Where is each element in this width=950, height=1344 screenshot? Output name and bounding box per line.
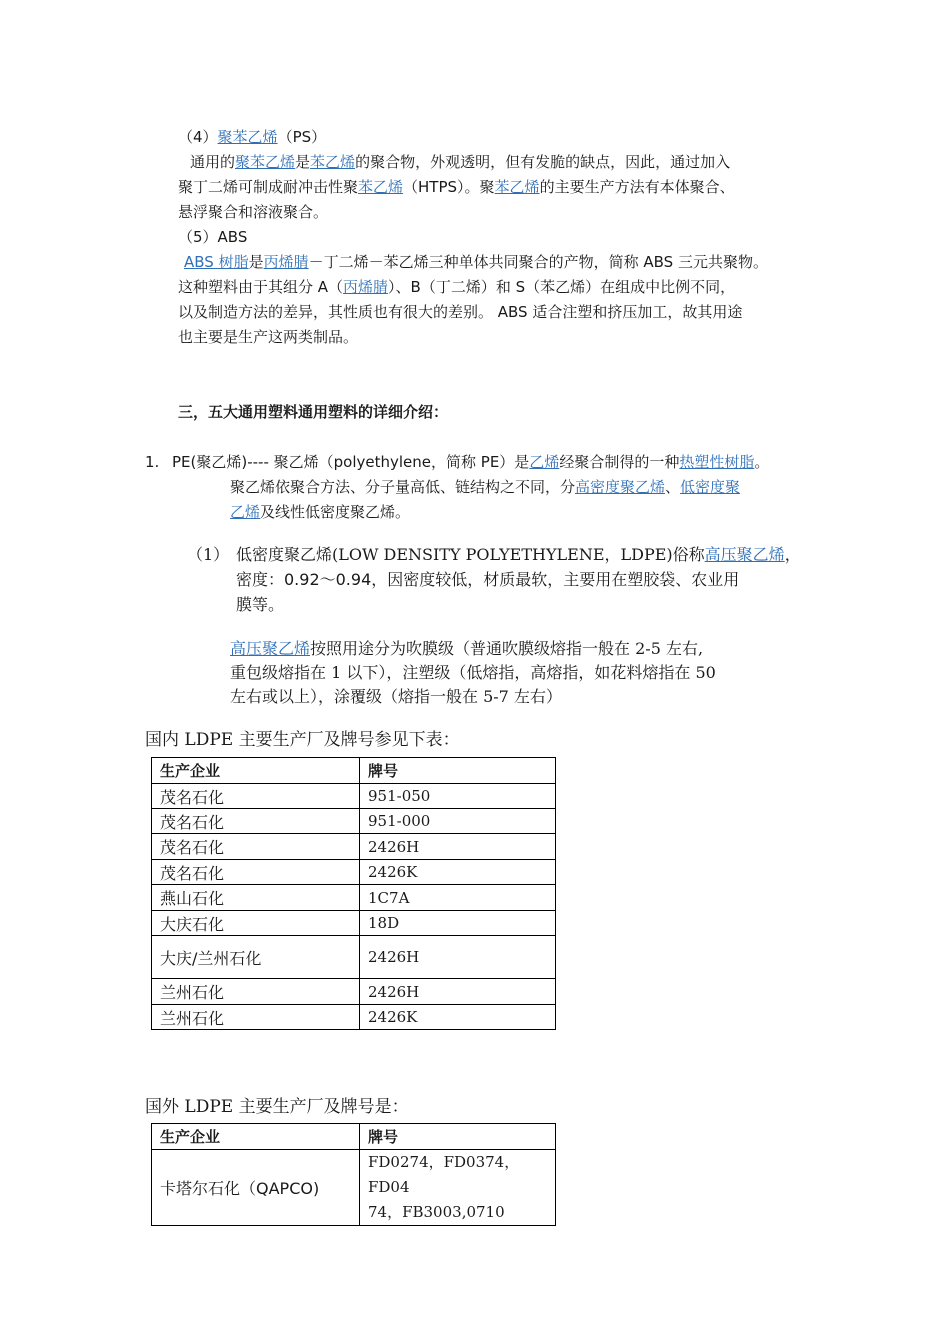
styrene-link[interactable]: 苯乙烯 <box>358 178 404 196</box>
abs-resin-link[interactable]: ABS 树脂 <box>184 253 249 271</box>
ethylene-link[interactable]: 乙烯 <box>529 453 560 471</box>
text: （HTPS）。聚 <box>403 178 495 196</box>
table-row <box>152 1005 556 1030</box>
table-row <box>152 809 556 834</box>
cell-company: 大庆石化 <box>152 911 360 936</box>
ldpe-link-cont[interactable]: 乙烯 <box>230 503 261 521</box>
pe-line-3 <box>230 500 410 525</box>
text: －丁二烯－苯乙烯三种单体共同聚合的产物，简称 ABS 三元共聚物。 <box>308 253 768 271</box>
text: PE(聚乙烯)---- 聚乙烯（polyethylene，简称 PE）是 <box>172 453 530 471</box>
domestic-table-caption: 国内 LDPE 主要生产厂及牌号参见下表： <box>145 730 460 750</box>
cell-grade: 2426H <box>360 979 556 1005</box>
cell-grade: 2426K <box>360 860 556 885</box>
text: 是 <box>295 153 311 171</box>
cell-grade: 951-000 <box>360 809 556 834</box>
table-header-row <box>152 1124 556 1150</box>
text: 的主要生产方法有本体聚合、 <box>539 178 735 196</box>
ps-heading <box>178 125 326 150</box>
thermoplastic-resin-link[interactable]: 热塑性树脂 <box>679 453 755 471</box>
text: 是 <box>248 253 264 271</box>
ldpe-line-2: 密度：0.92～0.94，因密度较低，材质最软，主要用在塑胶袋、农业用 <box>236 570 740 589</box>
text: 低密度聚乙烯(LOW DENSITY POLYETHYLENE，LDPE)俗称 <box>236 545 705 564</box>
text: 聚丁二烯可制成耐冲击性聚 <box>178 178 359 196</box>
cell-grade <box>360 1150 556 1226</box>
table-row <box>152 834 556 860</box>
cell-grade: 2426K <box>360 1005 556 1030</box>
text: ， <box>784 545 801 564</box>
table-header-row <box>152 758 556 784</box>
text: ）、B（丁二烯）和 S（苯乙烯）在组成中比例不同， <box>388 278 736 296</box>
ldpe-link[interactable]: 低密度聚 <box>680 478 741 496</box>
text: 的聚合物，外观透明，但有发脆的缺点，因此，通过加入 <box>355 153 731 171</box>
styrene-link[interactable]: 苯乙烯 <box>494 178 540 196</box>
table-row <box>152 885 556 911</box>
hp-line-1 <box>230 635 703 662</box>
pe-line-2 <box>230 475 740 500</box>
grade-line-1: FD0274，FD0374，FD04 <box>368 1153 520 1196</box>
table-row <box>152 784 556 809</box>
header-company: 生产企业 <box>152 758 360 784</box>
text: 通用的 <box>190 153 236 171</box>
cell-company: 兰州石化 <box>152 979 360 1005</box>
cell-grade: 2426H <box>360 936 556 979</box>
ps-heading-suffix: （PS） <box>277 128 327 146</box>
cell-company: 燕山石化 <box>152 885 360 911</box>
table-row <box>152 1150 556 1226</box>
table-row <box>152 860 556 885</box>
table-row <box>152 979 556 1005</box>
abs-line-3: 以及制造方法的差异，其性质也有很大的差别。 ABS 适合注塑和挤压加工，故其用途 <box>178 303 743 321</box>
grade-line-2: 74，FB3003,0710 <box>368 1203 505 1221</box>
cell-company: 茂名石化 <box>152 834 360 860</box>
ps-line-1 <box>190 150 730 175</box>
abs-line-4: 也主要是生产这两类制品。 <box>178 328 359 346</box>
styrene-link[interactable]: 苯乙烯 <box>310 153 356 171</box>
pe-line-1 <box>172 450 769 475</box>
cell-company: 大庆/兰州石化 <box>152 936 360 979</box>
hdpe-link[interactable]: 高密度聚乙烯 <box>575 478 666 496</box>
ldpe-line-3: 膜等。 <box>236 595 285 614</box>
text: 、 <box>665 478 681 496</box>
foreign-ldpe-table <box>151 1123 556 1226</box>
cell-company: 茂名石化 <box>152 809 360 834</box>
domestic-ldpe-table <box>151 757 556 1030</box>
pe-list-number: 1. <box>145 453 160 471</box>
text: 聚乙烯依聚合方法、分子量高低、链结构之不同，分 <box>230 478 576 496</box>
cell-company: 茂名石化 <box>152 860 360 885</box>
hp-line-3: 左右或以上），涂覆级（熔指一般在 5-7 左右） <box>230 687 562 706</box>
cell-grade: 18D <box>360 911 556 936</box>
text: 。 <box>754 453 770 471</box>
foreign-table-caption: 国外 LDPE 主要生产厂及牌号是： <box>145 1097 409 1117</box>
hp-line-2: 重包级熔指在 1 以下），注塑级（低熔指，高熔指，如花料熔指在 50 <box>230 663 716 682</box>
section-heading: 三，五大通用塑料通用塑料的详细介绍： <box>178 403 449 421</box>
abs-line-1 <box>184 250 768 275</box>
header-grade: 牌号 <box>360 1124 556 1150</box>
ps-line-3: 悬浮聚合和溶液聚合。 <box>178 203 329 221</box>
cell-company <box>152 1150 360 1226</box>
high-pressure-pe-link[interactable]: 高压聚乙烯 <box>704 545 785 564</box>
abs-heading: （5）ABS <box>178 228 248 246</box>
abs-line-2 <box>178 275 735 300</box>
cell-grade: 951-050 <box>360 784 556 809</box>
ldpe-number: （1） <box>187 545 230 564</box>
high-pressure-pe-link[interactable]: 高压聚乙烯 <box>230 639 311 658</box>
acrylonitrile-link[interactable]: 丙烯腈 <box>263 253 309 271</box>
ldpe-line-1 <box>236 542 801 568</box>
ps-link[interactable]: 聚苯乙烯 <box>217 128 278 146</box>
ps-line-2 <box>178 175 735 200</box>
acrylonitrile-link[interactable]: 丙烯腈 <box>343 278 389 296</box>
text: 这种塑料由于其组分 A（ <box>178 278 344 296</box>
text: 按照用途分为吹膜级（普通吹膜级熔指一般在 2-5 左右, <box>310 639 704 658</box>
cell-grade: 1C7A <box>360 885 556 911</box>
text: 及线性低密度聚乙烯。 <box>260 503 411 521</box>
cell-company: 兰州石化 <box>152 1005 360 1030</box>
cell-company: 茂名石化 <box>152 784 360 809</box>
text: 经聚合制得的一种 <box>559 453 680 471</box>
table-row <box>152 936 556 979</box>
cell-grade: 2426H <box>360 834 556 860</box>
table-row <box>152 911 556 936</box>
header-grade: 牌号 <box>360 758 556 784</box>
polystyrene-link[interactable]: 聚苯乙烯 <box>235 153 296 171</box>
ps-heading-number: （4） <box>178 128 218 146</box>
company-name: 卡塔尔石化（QAPCO) <box>160 1179 320 1198</box>
header-company: 生产企业 <box>152 1124 360 1150</box>
